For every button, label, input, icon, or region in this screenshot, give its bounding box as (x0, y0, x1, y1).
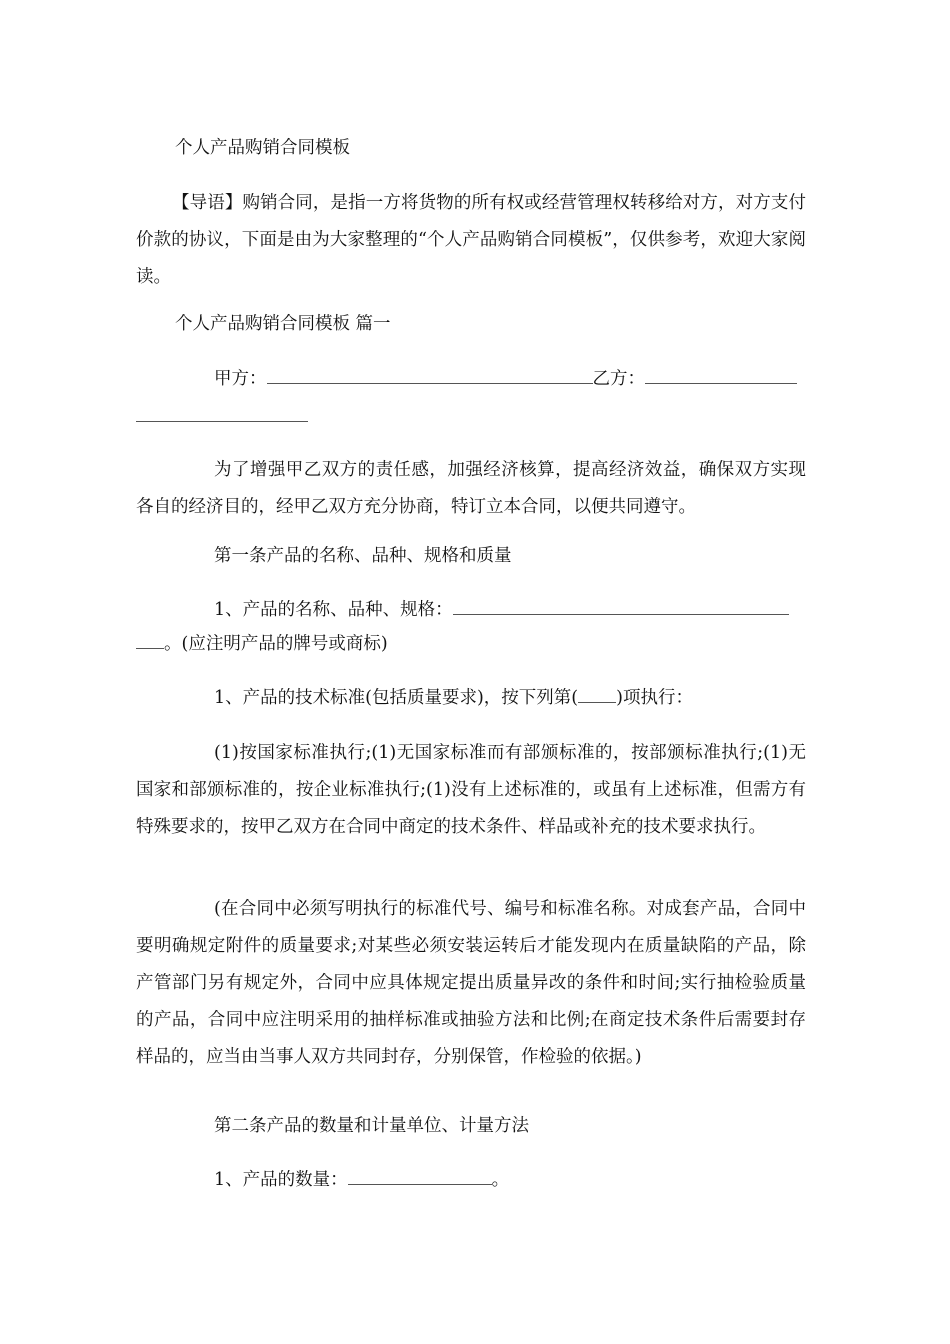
party-b-blank[interactable] (645, 367, 797, 384)
item-1-blank[interactable] (453, 598, 789, 615)
item-1-label: 1、产品的名称、品种、规格： (214, 600, 453, 620)
item-2-line (214, 686, 693, 710)
item-2-suffix: )项执行： (616, 688, 693, 708)
quantity-line (214, 1168, 509, 1192)
quantity-label: 1、产品的数量： (214, 1170, 348, 1190)
quantity-blank[interactable] (348, 1168, 492, 1185)
section-title: 个人产品购销合同模板 篇一 (175, 314, 391, 334)
article-1-title: 第一条产品的名称、品种、规格和质量 (214, 546, 512, 566)
notes-paragraph: (在合同中必须写明执行的标准代号、编号和标准名称。对成套产品，合同中要明确规定附件的质量要求;对某些必须安装运转后才能发现内在质量缺陷的产品，除产管部门另有规定外，合同中应具体规定提出质量异改的条件和时间;实行抽检验质量的产品，合同中应注明采用的抽样标准或抽验方法和比例;在商定技术条件后需要封存样品的，应当由当事人双方共同封存，分别保管，作检验的依据。) (136, 899, 806, 1067)
intro-paragraph: 【导语】购销合同，是指一方将货物的所有权或经营管理权转移给对方，对方支付价款的协议，下面是由为大家整理的“个人产品购销合同模板”，仅供参考，欢迎大家阅读。 (136, 193, 806, 287)
party-a-label: 甲方： (214, 369, 267, 389)
item-2-blank[interactable] (578, 686, 616, 703)
article-2-title: 第二条产品的数量和计量单位、计量方法 (214, 1116, 529, 1136)
item-1-note: 。(应注明产品的牌号或商标) (164, 634, 388, 654)
party-b-label: 乙方： (592, 369, 645, 389)
item-1-blank-continued[interactable] (136, 632, 164, 649)
preamble-paragraph: 为了增强甲乙双方的责任感，加强经济核算，提高经济效益，确保双方实现各自的经济目的，经甲乙双方充分协商，特订立本合同，以便共同遵守。 (136, 460, 806, 517)
party-a-blank[interactable] (267, 367, 593, 384)
item-2-prefix: 1、产品的技术标准(包括质量要求)，按下列第( (214, 688, 579, 708)
item-1-note-line (136, 632, 388, 656)
item-1-line (214, 598, 789, 622)
quantity-end: 。 (491, 1170, 510, 1190)
document-title: 个人产品购销合同模板 (175, 138, 350, 158)
party-b-blank-continued[interactable] (136, 405, 308, 429)
party-line (214, 367, 797, 391)
standards-paragraph: (1)按国家标准执行;(1)无国家标准而有部颁标准的，按部颁标准执行;(1)无国家和部颁标准的，按企业标准执行;(1)没有上述标准的，或虽有上述标准，但需方有特殊要求的，按甲乙双方在合同中商定的技术条件、样品或补充的技术要求执行。 (136, 743, 806, 837)
